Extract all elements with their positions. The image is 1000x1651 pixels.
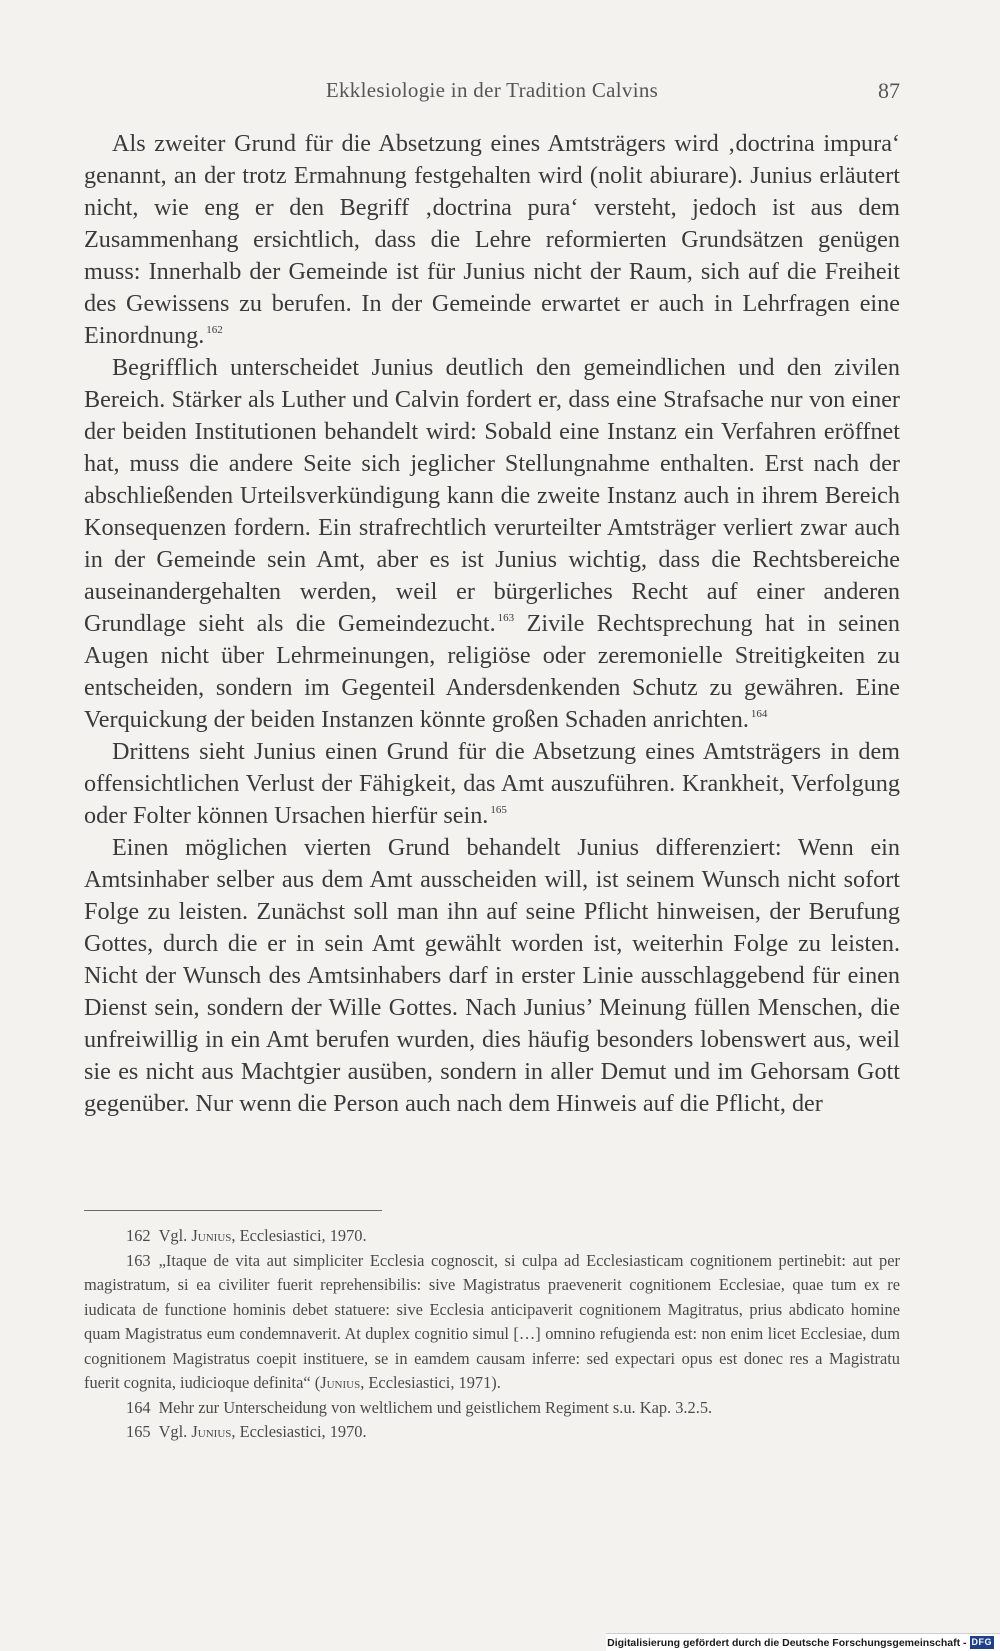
footnote-author: Junius <box>320 1373 361 1392</box>
credit-text: Digitalisierung gefördert durch die Deutsche Forschungsgemeinschaft - <box>607 1636 967 1649</box>
main-text <box>84 128 900 1120</box>
footnote-text: , Ecclesiastici, 1970. <box>231 1422 367 1441</box>
footnote-165 <box>84 1420 900 1445</box>
footnote-ref-163[interactable]: 163 <box>497 612 515 624</box>
footnote-text: , Ecclesiastici, 1970. <box>231 1226 367 1245</box>
paragraph-2 <box>84 352 900 736</box>
footnote-text: Vgl. <box>158 1226 192 1245</box>
footnote-164 <box>84 1396 900 1421</box>
footnotes <box>84 1224 900 1445</box>
footnote-text: „Itaque de vita aut simpliciter Ecclesia cognoscit, si culpa ad Ecclesiasticam cognitionem pertinebit: aut per magistratum, si ea civiliter fuerit reprehensibilis: sive Magistratus praevenerit cognitionem Ecclesiae, quae tum ex re iudicata de functione hominis debet statuere: sive Ecclesia anticipaverit cognitionem Magitratus, prius abdicato homine quam Magistratus eum condemnaverit. At duplex cognitio simul […] omnino refugienda est: non enim licet Ecclesiae, dum cognitionem Magistratus coepit instituere, se in eamdem causam inferre: sed expectari opus est donec res a Magistratu fuerit cognita, iudicioque definita“ ( <box>84 1250 900 1392</box>
footnote-divider <box>84 1210 382 1211</box>
digitization-credit <box>606 1633 1000 1651</box>
footnote-text: Vgl. <box>158 1422 192 1441</box>
footnote-author: Junius <box>191 1422 232 1441</box>
paragraph-3 <box>84 736 900 832</box>
paragraph-4 <box>84 832 900 1120</box>
dfg-logo-icon: DFG <box>971 1637 992 1647</box>
footnote-162 <box>84 1224 900 1249</box>
footnote-number: 165 <box>126 1422 151 1441</box>
paragraph-text: Begrifflich unterscheidet Junius deutlich den gemeindlichen und den zivilen Bereich. Stärker als Luther und Calvin fordert er, dass eine Strafsache nur von einer der beiden Institutionen behandelt wird: Sobald eine Instanz ein Verfahren eröffnet hat, muss die andere Seite sich jeglicher Stellungnahme enthalten. Erst nach der abschließenden Urteilsverkündigung kann die zweite Instanz auch in ihrem Bereich Konsequenzen fordern. Ein strafrechtlich verurteilter Amtsträger verliert zwar auch in der Gemeinde sein Amt, aber es ist Junius wichtig, dass die Rechtsbereiche auseinandergehalten werden, weil er bürgerliches Recht auf einer anderen Grundlage sieht als die Gemeindezucht. <box>84 354 900 637</box>
footnote-number: 163 <box>126 1250 151 1270</box>
paragraph-text: Zivile Rechtsprechung hat in seinen Augen nicht über Lehrmeinungen, religiöse oder zeremonielle Streitigkeiten zu entscheiden, sondern im Gegenteil Andersdenkenden Schutz zu gewähren. Eine Verquickung der beiden Instanzen könnte großen Schaden anrichten. <box>84 610 900 733</box>
paragraph-text: Einen möglichen vierten Grund behandelt Junius differenziert: Wenn ein Amtsinhaber selber aus dem Amt ausscheiden will, ist seinem Wunsch nicht sofort Folge zu leisten. Zunächst soll man ihn auf seine Pflicht hinweisen, der Berufung Gottes, durch die er in sein Amt gewählt worden ist, weiterhin Folge zu leisten. Nicht der Wunsch des Amtsinhabers darf in erster Linie ausschlaggebend für einen Dienst sein, sondern der Wille Gottes. Nach Junius’ Meinung füllen Menschen, die unfreiwillig in ein Amt berufen wurden, dies häufig besonders lobenswert aus, weil sie es nicht aus Machtgier ausüben, sondern in aller Demut und im Gehorsam Gott gegenüber. Nur wenn die Person auch nach dem Hinweis auf die Pflicht, der <box>84 834 900 1117</box>
footnote-number: 164 <box>126 1397 151 1417</box>
footnote-author: Junius <box>191 1226 232 1245</box>
paragraph-1 <box>84 128 900 352</box>
footnote-ref-165[interactable]: 165 <box>490 804 507 816</box>
paragraph-text: Als zweiter Grund für die Absetzung eines Amtsträgers wird ‚doctrina impura‘ genannt, an der trotz Ermahnung festgehalten wird (nolit abiurare). Junius erläutert nicht, wie eng er den Begriff ‚doctrina pura‘ versteht, jedoch ist aus dem Zusammenhang ersichtlich, dass die Lehre reformierten Grundsätzen genügen muss: Innerhalb der Gemeinde ist für Junius nicht der Raum, sich auf die Freiheit des Gewissens zu berufen. In der Gemeinde erwartet er auch in Lehrfragen eine Einordnung. <box>84 130 900 349</box>
footnote-163 <box>84 1249 900 1396</box>
footnote-ref-164[interactable]: 164 <box>750 708 768 720</box>
footnote-number: 162 <box>126 1226 151 1245</box>
running-title: Ekklesiologie in der Tradition Calvins <box>325 78 659 102</box>
footnote-text: , Ecclesiastici, 1971). <box>360 1373 501 1392</box>
page-header <box>84 78 900 108</box>
paragraph-text: Drittens sieht Junius einen Grund für die Absetzung eines Amtsträgers in dem offensichtlichen Verlust der Fähigkeit, das Amt auszuführen. Krankheit, Verfolgung oder Folter können Ursachen hierfür sein. <box>84 738 900 829</box>
page-number: 87 <box>878 78 900 103</box>
footnote-text: Mehr zur Unterscheidung von weltlichem und geistlichem Regiment s.u. Kap. 3.2.5. <box>158 1397 713 1417</box>
footnote-ref-162[interactable]: 162 <box>206 324 223 336</box>
